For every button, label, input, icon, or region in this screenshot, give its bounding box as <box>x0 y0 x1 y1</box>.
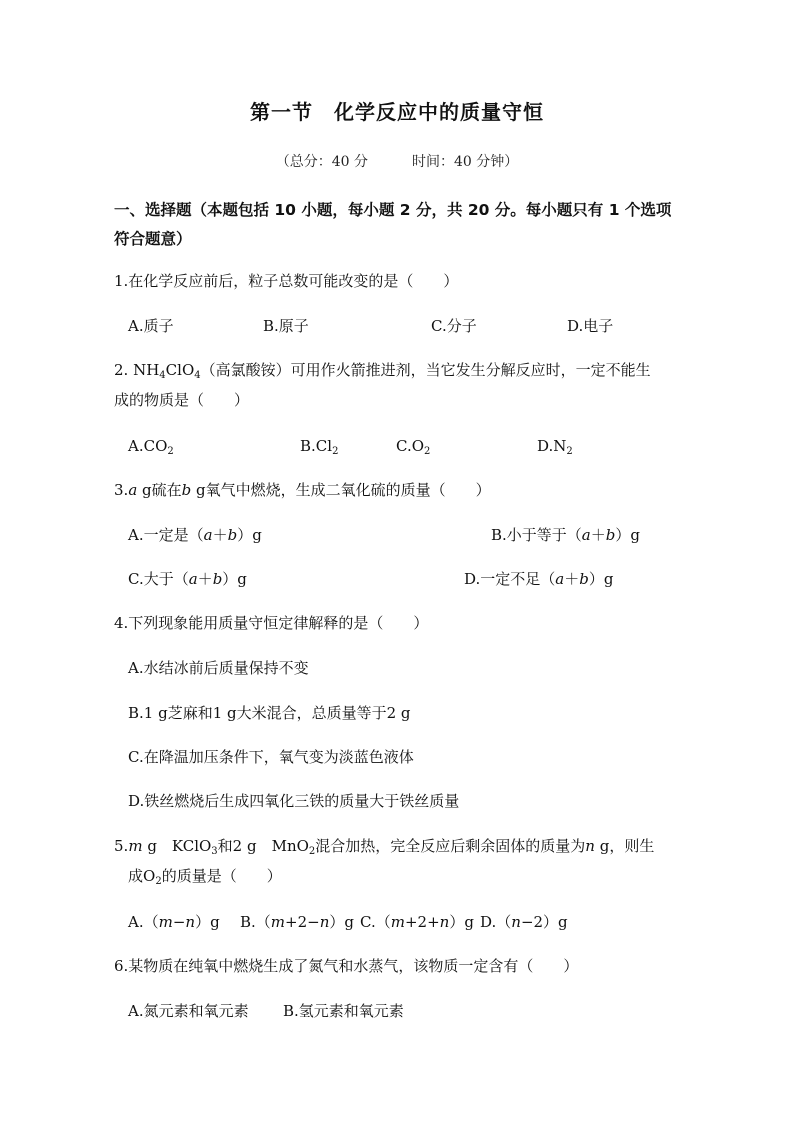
q4-option-d: D.铁丝燃烧后生成四氧化三铁的质量大于铁丝质量 <box>128 792 460 810</box>
q5-option-c: C.（m+2+n）g <box>360 913 474 931</box>
exam-info <box>0 151 794 171</box>
q2-option-d: $D.N_2$ <box>537 437 573 457</box>
question-3-stem: 3.a g硫在b g氧气中燃烧，生成二氧化硫的质量（ ） <box>114 481 491 499</box>
q3-option-b: B.小于等于（a＋b）g <box>491 526 640 544</box>
question-4-stem: 4.下列现象能用质量守恒定律解释的是（ ） <box>114 614 429 632</box>
q2-option-b: $B.Cl_2$ <box>300 437 339 457</box>
q3-option-c: C.大于（a＋b）g <box>128 570 247 588</box>
time-limit: 时间：40 分钟） <box>412 154 519 170</box>
q6-option-a: A.氮元素和氧元素 <box>128 1002 249 1020</box>
q4-option-a: A.水结冰前后质量保持不变 <box>128 659 309 677</box>
section-heading: 一、选择题（本题包括 10 小题，每小题 2 分，共 20 分。每小题只有 1 个选项符合题意） <box>114 201 672 248</box>
q4-option-c: C.在降温加压条件下，氧气变为淡蓝色液体 <box>128 748 414 766</box>
question-2-stem: 2. $NH_4ClO_4$（高氯酸铵）可用作火箭推进剂，当它发生分解反应时，一定不能生 <box>114 361 651 381</box>
q6-option-b: B.氢元素和氧元素 <box>283 1002 404 1020</box>
q1-option-b: B.原子 <box>263 317 309 335</box>
total-score: （总分：40 分 <box>275 154 368 170</box>
q2-option-c: $C.O_2$ <box>396 437 431 457</box>
page-title: 第一节 化学反应中的质量守恒 <box>250 100 544 124</box>
q5-option-d: D.（n−2）g <box>480 913 568 931</box>
q5-option-a: A.（m−n）g <box>128 913 220 931</box>
question-1-stem: 1.在化学反应前后，粒子总数可能改变的是（ ） <box>114 272 459 290</box>
q1-option-a: A.质子 <box>128 317 174 335</box>
q1-option-c: C.分子 <box>431 317 477 335</box>
q2-option-a: $A.CO_2$ <box>128 437 174 457</box>
q3-option-a: A.一定是（a＋b）g <box>128 526 262 544</box>
q3-option-d: D.一定不足（a＋b）g <box>464 570 614 588</box>
question-6-stem: 6.某物质在纯氧中燃烧生成了氮气和水蒸气，该物质一定含有（ ） <box>114 957 579 975</box>
question-2-stem-line2: 成的物质是（ ） <box>114 391 250 409</box>
q5-option-b: B.（m+2−n）g <box>240 913 354 931</box>
question-5-stem: 5.m g KClO$_3$和2 g MnO$_2$混合加热，完全反应后剩余固体的质量为n g，则生 <box>114 837 655 857</box>
q1-option-d: D.电子 <box>567 317 614 335</box>
q4-option-b: B.1 g芝麻和1 g大米混合，总质量等于2 g <box>128 704 411 722</box>
question-5-stem-line2: 成$O_2$的质量是（ ） <box>128 867 282 887</box>
